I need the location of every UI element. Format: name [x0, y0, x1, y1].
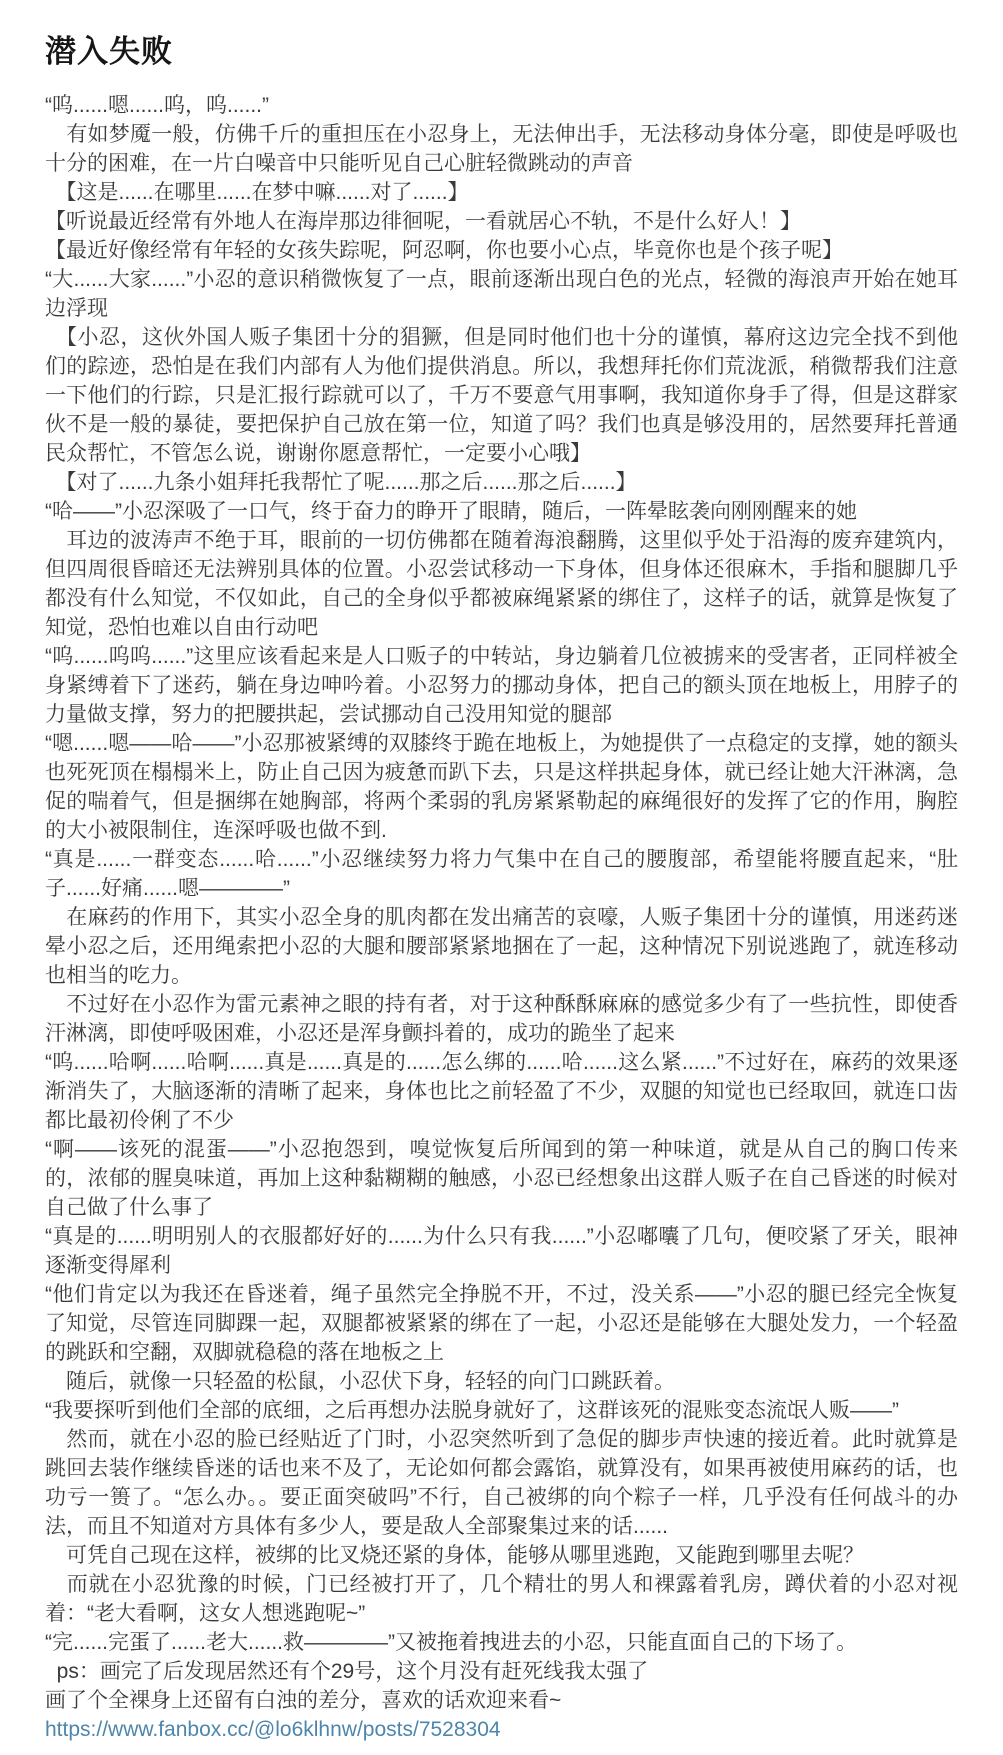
- story-paragraph: 不过好在小忍作为雷元素神之眼的持有者，对于这种酥酥麻麻的感觉多少有了一些抗性，即使香汗淋漓，即使呼吸困难，小忍还是浑身颤抖着的，成功的跪坐了起来: [45, 993, 958, 1045]
- story-paragraph: “哈——”小忍深吸了一口气，终于奋力的睁开了眼睛，随后，一阵晕眩袭向刚刚醒来的她: [45, 500, 857, 523]
- story-paragraph: 画了个全裸身上还留有白浊的差分，喜欢的话欢迎来看~: [45, 1689, 562, 1712]
- story-paragraph: 【最近好像经常有年轻的女孩失踪呢，阿忍啊，你也要小心点，毕竟你也是个孩子呢】: [45, 239, 843, 262]
- story-paragraph: “啊——该死的混蛋——”小忍抱怨到，嗅觉恢复后所闻到的第一种味道，就是从自己的胸口传来的，浓郁的腥臭味道，再加上这种黏糊糊的触感，小忍已经想象出这群人贩子在自己昏迷的时候对自己做了什么事了: [45, 1138, 958, 1219]
- footer-link-row: [45, 1715, 958, 1745]
- story-paragraph: “他们肯定以为我还在昏迷着，绳子虽然完全挣脱不开，不过，没关系——”小忍的腿已经完全恢复了知觉，尽管连同脚踝一起，双腿都被紧紧的绑在了一起，小忍还是能够在大腿处发力，一个轻盈的跳跃和空翻，双脚就稳稳的落在地板之上: [45, 1283, 958, 1364]
- page-title: 潜入失败: [45, 34, 173, 69]
- story-paragraph: ps：画完了后发现居然还有个29号，这个月没有赶死线我太强了: [45, 1660, 649, 1683]
- story-paragraph: “我要探听到他们全部的底细，之后再想办法脱身就好了，这群该死的混账变态流氓人贩——”: [45, 1399, 899, 1422]
- story-paragraph: 【这是......在哪里......在梦中嘛......对了......】: [45, 181, 469, 204]
- story-paragraph: “呜......呜呜......”这里应该看起来是人口贩子的中转站，身边躺着几位被掳来的受害者，正同样被全身紧缚着下了迷药，躺在身边呻吟着。小忍努力的挪动身体，把自己的额头顶在地板上，用脖子的力量做支撑，努力的把腰拱起，尝试挪动自己没用知觉的腿部: [45, 645, 958, 726]
- story-paragraph: “真是的......明明别人的衣服都好好的......为什么只有我......”小忍嘟囔了几句，便咬紧了牙关，眼神逐渐变得犀利: [45, 1225, 958, 1277]
- story-paragraph: 【小忍，这伙外国人贩子集团十分的猖獗，但是同时他们也十分的谨慎，幕府这边完全找不到他们的踪迹，恐怕是在我们内部有人为他们提供消息。所以，我想拜托你们荒泷派，稍微帮我们注意一下他们的行踪，只是汇报行踪就可以了，千万不要意气用事啊，我知道你身手了得，但是这群家伙不是一般的暴徒，要把保护自己放在第一位，知道了吗？我们也真是够没用的，居然要拜托普通民众帮忙，不管怎么说，谢谢你愿意帮忙，一定要小心哦】: [45, 326, 958, 465]
- story-paragraph: 耳边的波涛声不绝于耳，眼前的一切仿佛都在随着海浪翻腾，这里似乎处于沿海的废弃建筑内，但四周很昏暗还无法辨别具体的位置。小忍尝试移动一下身体，但身体还很麻木，手指和腿脚几乎都没有什么知觉，不仅如此，自己的全身似乎都被麻绳紧紧的绑住了，这样子的话，就算是恢复了知觉，恐怕也难以自由行动吧: [45, 529, 958, 639]
- story-paragraph: “真是......一群变态......哈......”小忍继续努力将力气集中在自己的腰腹部，希望能将腰直起来，“肚子......好痛......嗯————”: [45, 848, 958, 900]
- story-paragraph: 在麻药的作用下，其实小忍全身的肌肉都在发出痛苦的哀嚎，人贩子集团十分的谨慎，用迷药迷晕小忍之后，还用绳索把小忍的大腿和腰部紧紧地捆在了一起，这种情况下别说逃跑了，就连移动也相当的吃力。: [45, 906, 958, 987]
- story-paragraph: “完......完蛋了......老大......救————”又被拖着拽进去的小忍，只能直面自己的下场了。: [45, 1631, 858, 1654]
- story-body: [45, 91, 958, 1715]
- story-paragraph: 可凭自己现在这样，被绑的比叉烧还紧的身体，能够从哪里逃跑，又能跑到哪里去呢？: [45, 1544, 864, 1567]
- fanbox-post-link[interactable]: https://www.fanbox.cc/@lo6klhnw/posts/7528304: [45, 1718, 501, 1741]
- story-paragraph: 而就在小忍犹豫的时候，门已经被打开了，几个精壮的男人和裸露着乳房，蹲伏着的小忍对视着：“老大看啊，这女人想逃跑呢~”: [45, 1573, 958, 1625]
- story-paragraph: “嗯......嗯——哈——”小忍那被紧缚的双膝终于跪在地板上，为她提供了一点稳定的支撑，她的额头也死死顶在榻榻米上，防止自己因为疲惫而趴下去，只是这样拱起身体，就已经让她大汗淋漓，急促的喘着气，但是捆绑在她胸部，将两个柔弱的乳房紧紧勒起的麻绳很好的发挥了它的作用，胸腔的大小被限制住，连深呼吸也做不到.: [45, 732, 958, 842]
- story-paragraph: “呜......嗯......呜，呜......”: [45, 94, 270, 117]
- story-paragraph: 有如梦魇一般，仿佛千斤的重担压在小忍身上，无法伸出手，无法移动身体分毫，即使是呼吸也十分的困难，在一片白噪音中只能听见自己心脏轻微跳动的声音: [45, 123, 958, 175]
- story-paragraph: 然而，就在小忍的脸已经贴近了门时，小忍突然听到了急促的脚步声快速的接近着。此时就算是跳回去装作继续昏迷的话也来不及了，无论如何都会露馅，就算没有，如果再被使用麻药的话，也功亏一篑了。“怎么办。。要正面突破吗”不行，自己被绑的向个粽子一样，几乎没有任何战斗的办法，而且不知道对方具体有多少人，要是敌人全部聚集过来的话......: [45, 1428, 958, 1538]
- story-paragraph: “大......大家......”小忍的意识稍微恢复了一点，眼前逐渐出现白色的光点，轻微的海浪声开始在她耳边浮现: [45, 268, 958, 320]
- story-paragraph: 随后，就像一只轻盈的松鼠，小忍伏下身，轻轻的向门口跳跃着。: [45, 1370, 675, 1393]
- story-paragraph: 【对了......九条小姐拜托我帮忙了呢......那之后......那之后......】: [45, 471, 637, 494]
- story-paragraph: 【听说最近经常有外地人在海岸那边徘徊呢，一看就居心不轨，不是什么好人！】: [45, 210, 801, 233]
- story-paragraph: “呜......哈啊......哈啊......真是......真是的......怎么绑的......哈......这么紧......”不过好在，麻药的效果逐渐消失了，大脑逐渐的清晰了起来，身体也比之前轻盈了不少，双腿的知觉也已经取回，就连口齿都比最初伶俐了不少: [45, 1051, 958, 1132]
